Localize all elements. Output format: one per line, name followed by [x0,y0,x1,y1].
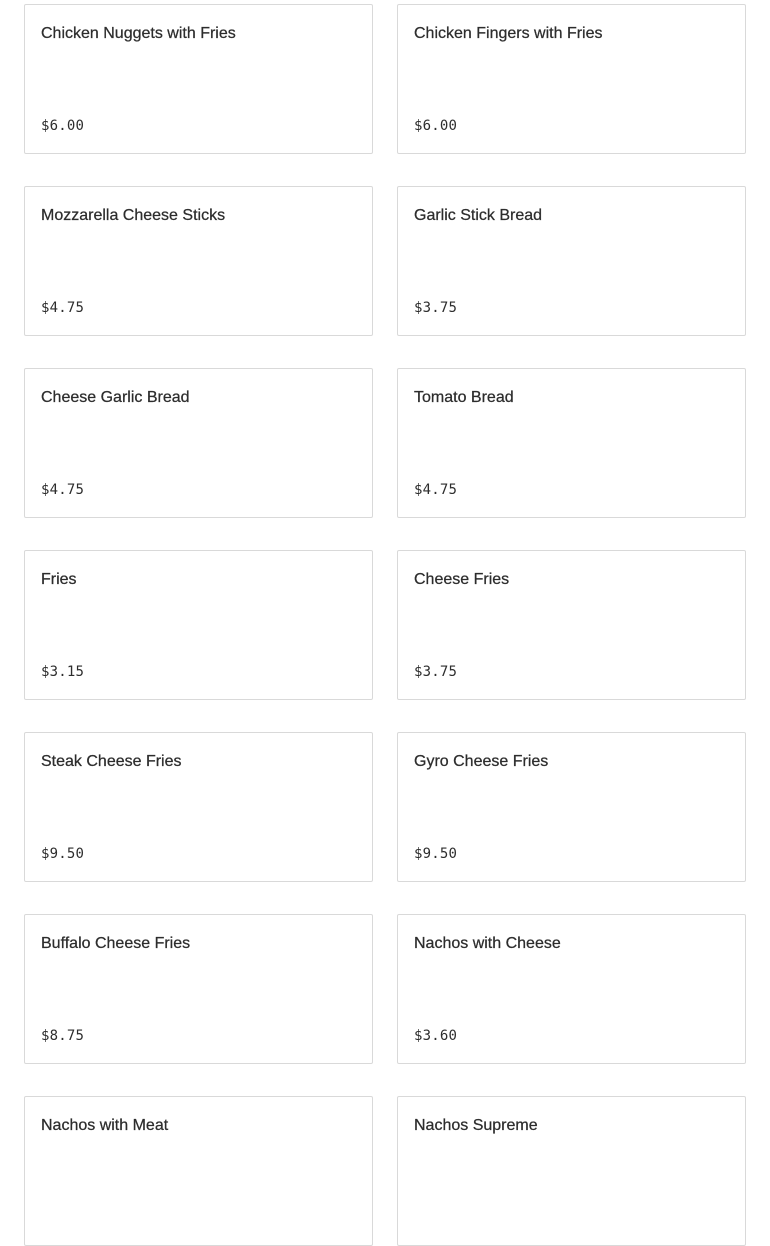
menu-item-name: Buffalo Cheese Fries [41,935,191,952]
menu-item-name: Chicken Nuggets with Fries [41,25,236,42]
menu-item-name: Tomato Bread [414,389,514,406]
menu-item-price: $3.60 [414,1028,458,1044]
menu-item-name: Mozzarella Cheese Sticks [41,207,226,224]
menu-item-name: Steak Cheese Fries [41,753,182,770]
menu-item-price: $4.75 [414,482,458,498]
menu-item-card[interactable] [24,186,373,336]
menu-item-price: $3.75 [414,300,458,316]
menu-item-name: Cheese Garlic Bread [41,389,190,406]
menu-item-card[interactable] [24,550,373,700]
menu-item-price: $6.00 [41,118,85,134]
menu-item-card[interactable] [397,732,746,882]
menu-item-name: Garlic Stick Bread [414,207,543,224]
menu-item-price: $3.15 [41,664,85,680]
menu-item-card[interactable] [397,914,746,1064]
menu-item-price: $4.75 [41,482,85,498]
menu-item-card[interactable] [397,4,746,154]
menu-item-name: Chicken Fingers with Fries [414,25,603,42]
menu-item-price: $4.75 [41,300,85,316]
menu-item-name: Fries [41,571,77,588]
menu-item-card[interactable] [24,4,373,154]
menu-item-price: $6.00 [414,118,458,134]
menu-item-price: $9.50 [414,846,458,862]
menu-item-name: Nachos with Cheese [414,935,561,952]
menu-item-price: $9.50 [41,846,85,862]
menu-item-grid [24,4,746,1246]
menu-item-card[interactable] [24,732,373,882]
menu-item-card[interactable] [24,368,373,518]
menu-item-name: Nachos with Meat [41,1117,169,1134]
menu-item-card[interactable] [24,914,373,1064]
menu-item-price: $3.75 [414,664,458,680]
menu-item-name: Gyro Cheese Fries [414,753,549,770]
menu-item-card[interactable] [397,186,746,336]
menu-item-card[interactable] [397,1096,746,1246]
menu-item-name: Cheese Fries [414,571,510,588]
menu-item-price: $8.75 [41,1028,85,1044]
menu-item-card[interactable] [24,1096,373,1246]
menu-item-card[interactable] [397,550,746,700]
menu-item-name: Nachos Supreme [414,1117,538,1134]
menu-item-card[interactable] [397,368,746,518]
